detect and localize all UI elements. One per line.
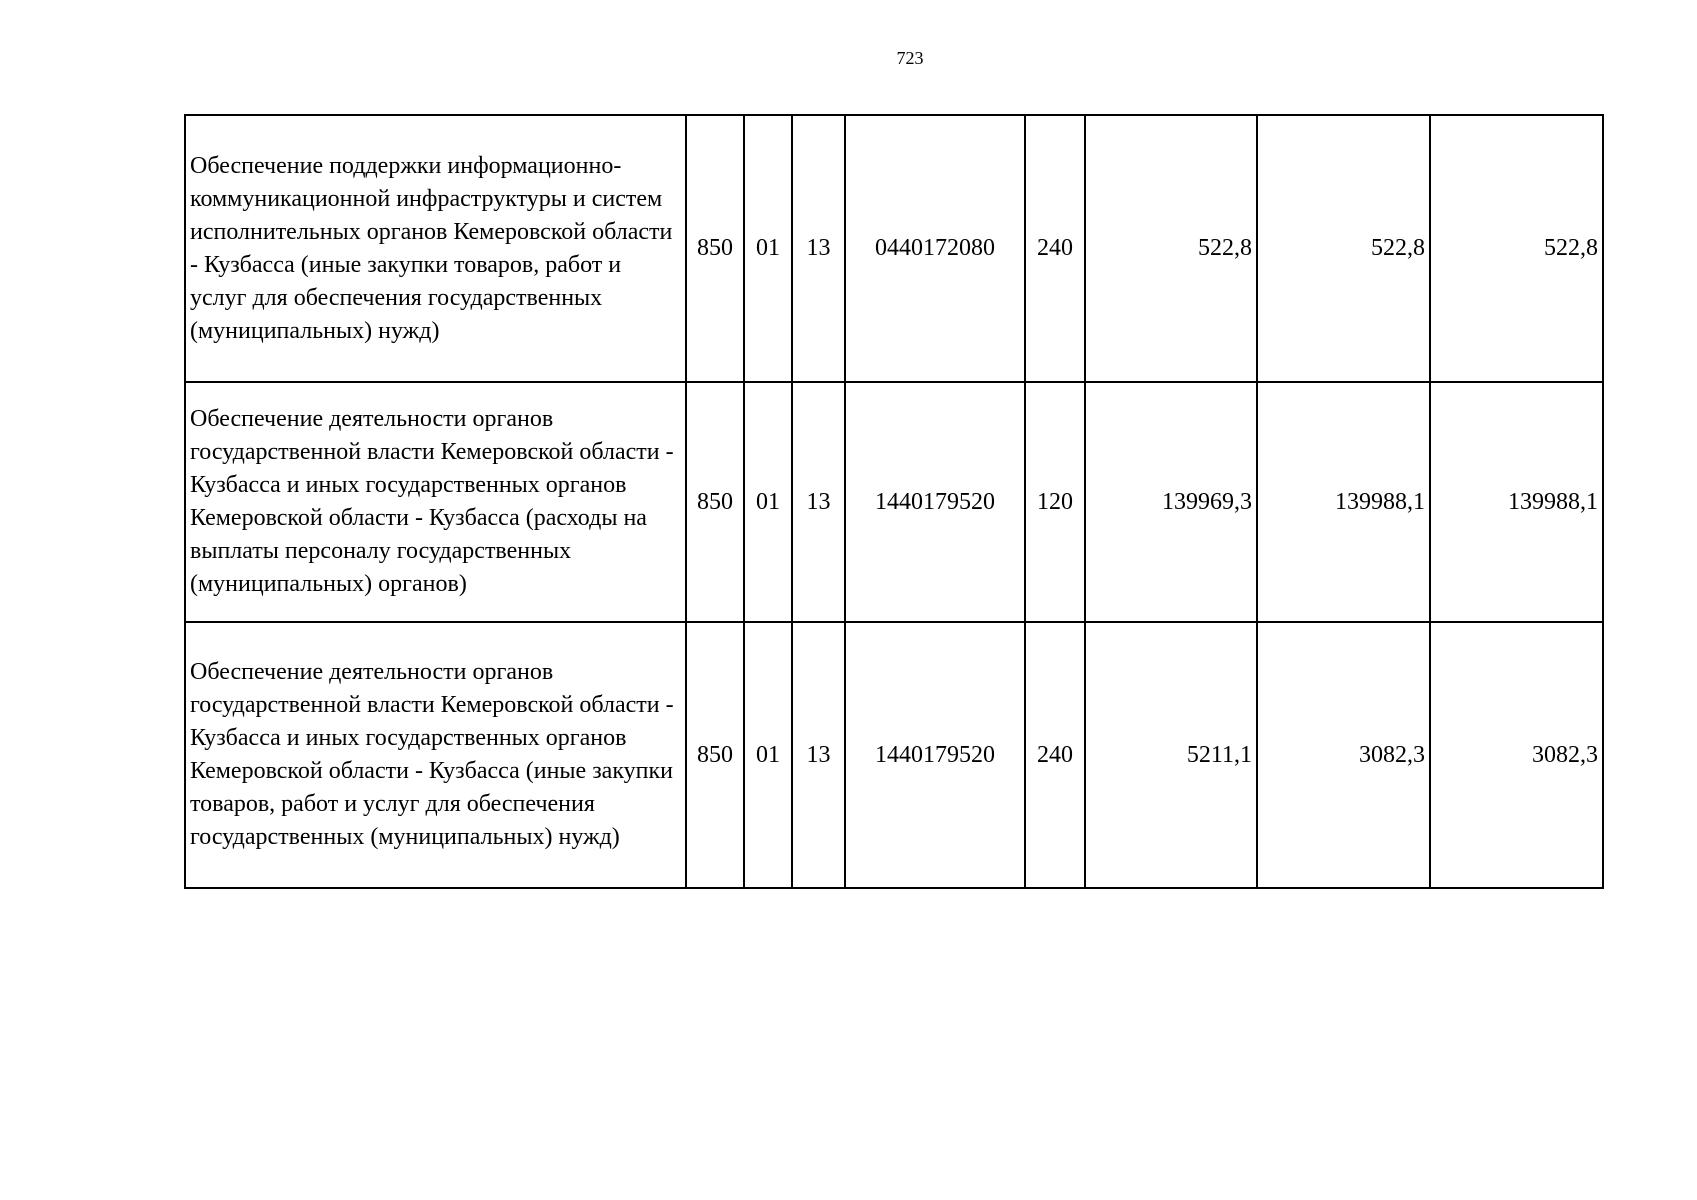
amount-3: 522,8 <box>1430 115 1603 382</box>
amount-1: 5211,1 <box>1085 622 1257 888</box>
row-description: Обеспечение деятельности органов государственной власти Кемеровской области - Кузбасса и иных государственных органов Кемеровской области - Кузбасса (иные закупки товаров, работ и услуг для обеспечения государственных (муниципальных) нужд) <box>185 622 686 888</box>
target-article-code: 1440179520 <box>845 622 1025 888</box>
table-row <box>185 622 1603 888</box>
subsection-code: 13 <box>792 115 845 382</box>
amount-3: 3082,3 <box>1430 622 1603 888</box>
subsection-code: 13 <box>792 622 845 888</box>
expense-type-code: 240 <box>1025 622 1085 888</box>
amount-1: 522,8 <box>1085 115 1257 382</box>
section-code: 01 <box>744 115 792 382</box>
expense-type-code: 240 <box>1025 115 1085 382</box>
ministry-code: 850 <box>686 382 744 622</box>
amount-2: 522,8 <box>1257 115 1430 382</box>
ministry-code: 850 <box>686 622 744 888</box>
row-description: Обеспечение поддержки информационно-коммуникационной инфраструктуры и систем исполнительных органов Кемеровской области - Кузбасса (иные закупки товаров, работ и услуг для обеспечения государственных (муниципальных) нужд) <box>185 115 686 382</box>
subsection-code: 13 <box>792 382 845 622</box>
table-row <box>185 115 1603 382</box>
amount-3: 139988,1 <box>1430 382 1603 622</box>
amount-2: 3082,3 <box>1257 622 1430 888</box>
section-code: 01 <box>744 382 792 622</box>
section-code: 01 <box>744 622 792 888</box>
amount-1: 139969,3 <box>1085 382 1257 622</box>
target-article-code: 0440172080 <box>845 115 1025 382</box>
amount-2: 139988,1 <box>1257 382 1430 622</box>
target-article-code: 1440179520 <box>845 382 1025 622</box>
table-row <box>185 382 1603 622</box>
page-number: 723 <box>896 48 924 68</box>
ministry-code: 850 <box>686 115 744 382</box>
expense-type-code: 120 <box>1025 382 1085 622</box>
row-description: Обеспечение деятельности органов государственной власти Кемеровской области - Кузбасса и иных государственных органов Кемеровской области - Кузбасса (расходы на выплаты персоналу государственных (муниципальных) органов) <box>185 382 686 622</box>
budget-table <box>184 114 1604 889</box>
